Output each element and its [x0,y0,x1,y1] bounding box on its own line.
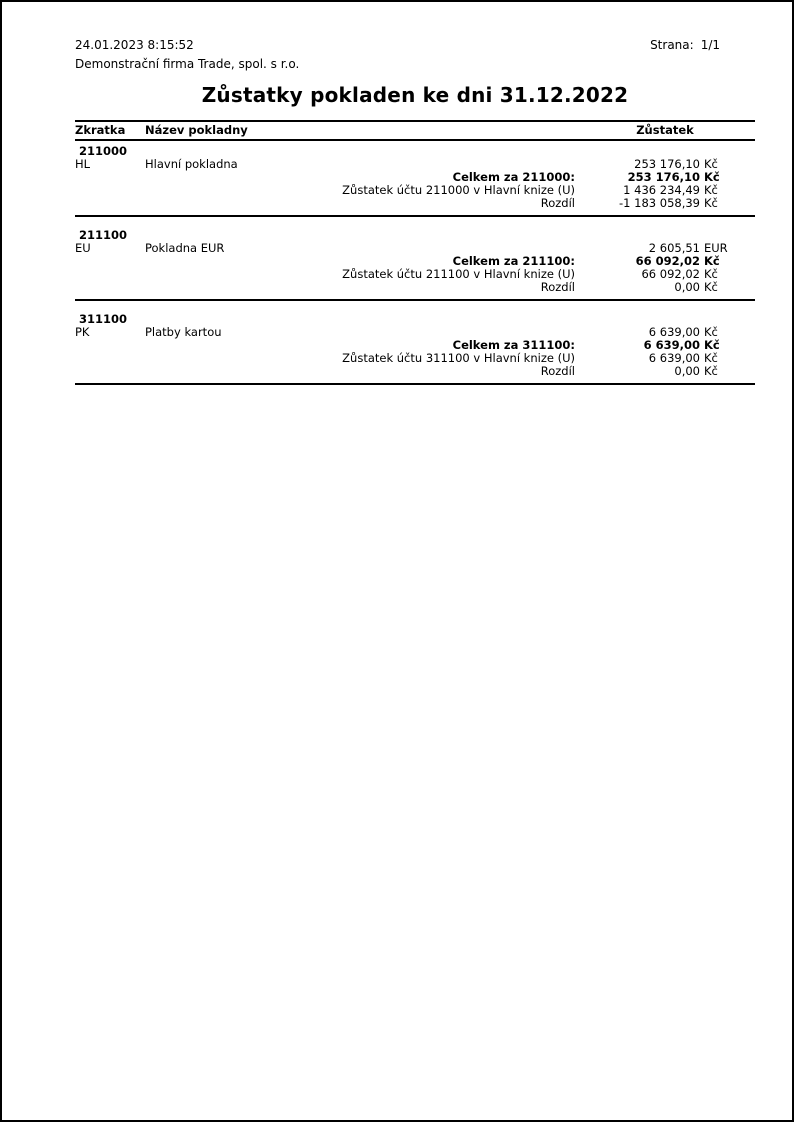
cash-register-amount: 6 639,00 [648,325,700,339]
account-number: 211000 [79,144,128,158]
difference-currency: Kč [704,280,718,294]
cash-register-name: Platby kartou [145,325,222,339]
account-section-211000 [75,141,755,217]
ledger-balance-currency: Kč [704,351,718,365]
cash-register-name: Pokladna EUR [145,241,225,255]
account-number: 311100 [79,312,128,326]
difference-label: Rozdíl [540,364,575,378]
difference-amount: -1 183 058,39 [619,196,700,210]
cash-register-abbr: HL [75,157,91,171]
print-datetime: 24.01.2023 8:15:52 [75,38,194,52]
company-name: Demonstrační firma Trade, spol. s r.o. [75,57,300,71]
account-section-311100 [75,309,755,385]
column-header-zkratka: Zkratka [75,123,126,137]
page-indicator-label: Strana: [650,38,694,52]
difference-amount: 0,00 [674,280,700,294]
difference-label: Rozdíl [540,280,575,294]
column-header-nazev-pokladny: Název pokladny [145,123,248,137]
cash-register-currency: Kč [704,157,718,171]
ledger-balance-label: Zůstatek účtu 211100 v Hlavní knize (U) [342,267,575,281]
section-total-label: Celkem za 311100: [452,338,575,352]
difference-row [75,197,755,210]
difference-label: Rozdíl [540,196,575,210]
section-total-amount: 66 092,02 [635,254,700,268]
cash-register-abbr: EU [75,241,91,255]
difference-row [75,281,755,294]
cash-register-name: Hlavní pokladna [145,157,238,171]
section-total-currency: Kč [704,254,720,268]
cash-register-abbr: PK [75,325,90,339]
column-header-zustatek: Zůstatek [636,123,694,137]
difference-currency: Kč [704,196,718,210]
account-number: 211100 [79,228,128,242]
cash-register-amount: 253 176,10 [634,157,700,171]
cash-register-amount: 2 605,51 [648,241,700,255]
section-total-currency: Kč [704,170,720,184]
cash-register-currency: Kč [704,325,718,339]
report-header [75,36,755,74]
difference-amount: 0,00 [674,364,700,378]
report-content [75,2,755,385]
difference-row [75,365,755,378]
section-total-amount: 253 176,10 [627,170,700,184]
ledger-balance-row [75,268,755,281]
ledger-balance-label: Zůstatek účtu 211000 v Hlavní knize (U) [342,183,575,197]
section-total-amount: 6 639,00 [643,338,700,352]
ledger-balance-currency: Kč [704,183,718,197]
page-indicator [650,36,720,55]
section-total-currency: Kč [704,338,720,352]
section-total-label: Celkem za 211100: [452,254,575,268]
difference-currency: Kč [704,364,718,378]
ledger-balance-label: Zůstatek účtu 311100 v Hlavní knize (U) [342,351,575,365]
ledger-balance-row [75,352,755,365]
cash-register-currency: EUR [704,241,728,255]
account-section-211100 [75,225,755,301]
ledger-balance-currency: Kč [704,267,718,281]
ledger-balance-amount: 1 436 234,49 [623,183,700,197]
ledger-balance-amount: 6 639,00 [648,351,700,365]
page-indicator-value: 1/1 [700,38,720,52]
section-total-label: Celkem za 211000: [452,170,575,184]
ledger-balance-amount: 66 092,02 [641,267,700,281]
table-header-row [75,120,755,141]
report-title: Zůstatky pokladen ke dni 31.12.2022 [201,83,629,107]
